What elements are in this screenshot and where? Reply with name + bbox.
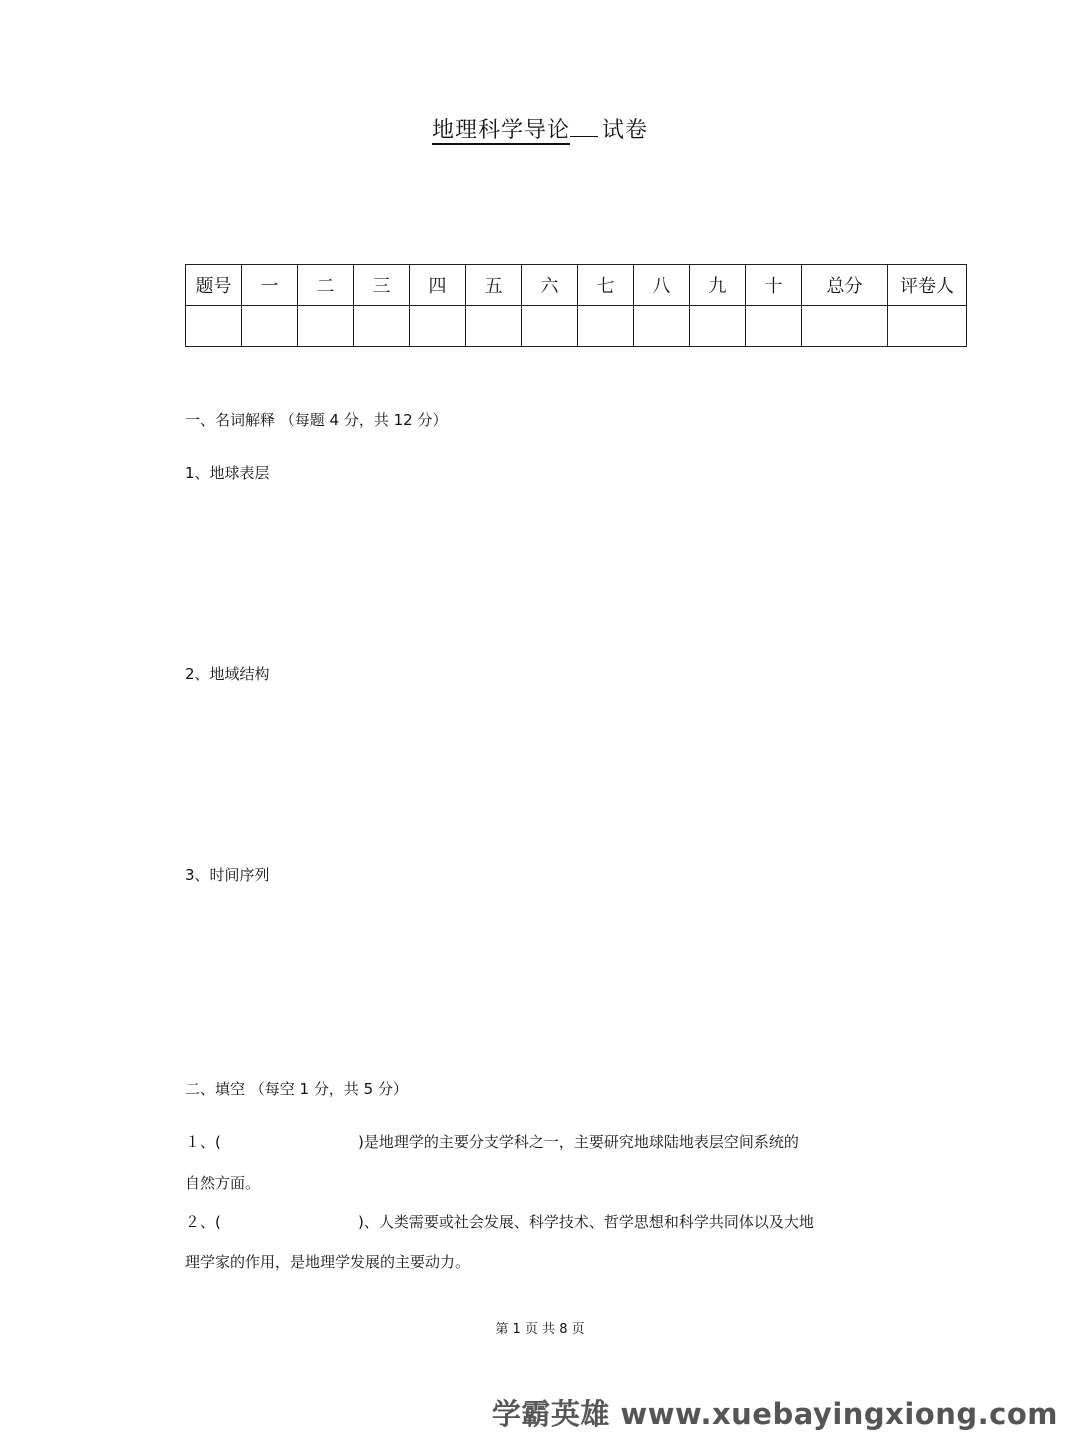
title-blank — [570, 135, 598, 137]
score-table — [185, 264, 967, 347]
section1-heading: 一、名词解释 （每题 4 分，共 12 分） — [185, 411, 448, 429]
fill-q2-prefix: ２、( — [185, 1213, 221, 1231]
header-cell: 十 — [746, 265, 802, 306]
fill-q1-line2: 自然方面。 — [185, 1174, 261, 1192]
header-cell: 题号 — [186, 265, 242, 306]
header-cell: 五 — [466, 265, 522, 306]
score-cell — [802, 306, 888, 347]
score-cell — [354, 306, 410, 347]
header-cell: 七 — [578, 265, 634, 306]
score-table-score-row — [186, 306, 967, 347]
score-table-header-row — [186, 265, 967, 306]
section2-heading: 二、填空 （每空 1 分，共 5 分） — [185, 1080, 408, 1098]
exam-title — [0, 113, 1080, 144]
header-cell: 评卷人 — [888, 265, 967, 306]
header-cell: 总分 — [802, 265, 888, 306]
score-cell — [634, 306, 690, 347]
score-cell — [746, 306, 802, 347]
page-footer: 第 1 页 共 8 页 — [495, 1322, 585, 1337]
header-cell: 一 — [242, 265, 298, 306]
header-cell: 二 — [298, 265, 354, 306]
score-cell — [186, 306, 242, 347]
fill-q2-suffix: )、人类需要或社会发展、科学技术、哲学思想和科学共同体以及大地 — [358, 1213, 814, 1231]
score-cell — [466, 306, 522, 347]
question-1: 1、地球表层 — [185, 464, 270, 482]
exam-title-main: 地理科学导论 — [431, 118, 570, 143]
fill-q1-suffix: )是地理学的主要分支学科之一，主要研究地球陆地表层空间系统的 — [358, 1133, 799, 1151]
fill-q1-prefix: １、( — [185, 1133, 221, 1151]
watermark: 学霸英雄 www.xuebayingxiong.com — [491, 1397, 1058, 1431]
score-cell — [522, 306, 578, 347]
score-cell — [690, 306, 746, 347]
header-cell: 三 — [354, 265, 410, 306]
question-3: 3、时间序列 — [185, 866, 270, 884]
header-cell: 四 — [410, 265, 466, 306]
header-cell: 九 — [690, 265, 746, 306]
header-cell: 八 — [634, 265, 690, 306]
header-cell: 六 — [522, 265, 578, 306]
score-cell — [888, 306, 967, 347]
score-cell — [298, 306, 354, 347]
score-cell — [410, 306, 466, 347]
fill-q2-line2: 理学家的作用，是地理学发展的主要动力。 — [185, 1253, 471, 1271]
score-cell — [578, 306, 634, 347]
exam-title-suffix: 试卷 — [602, 118, 649, 143]
question-2: 2、地域结构 — [185, 665, 270, 683]
score-cell — [242, 306, 298, 347]
